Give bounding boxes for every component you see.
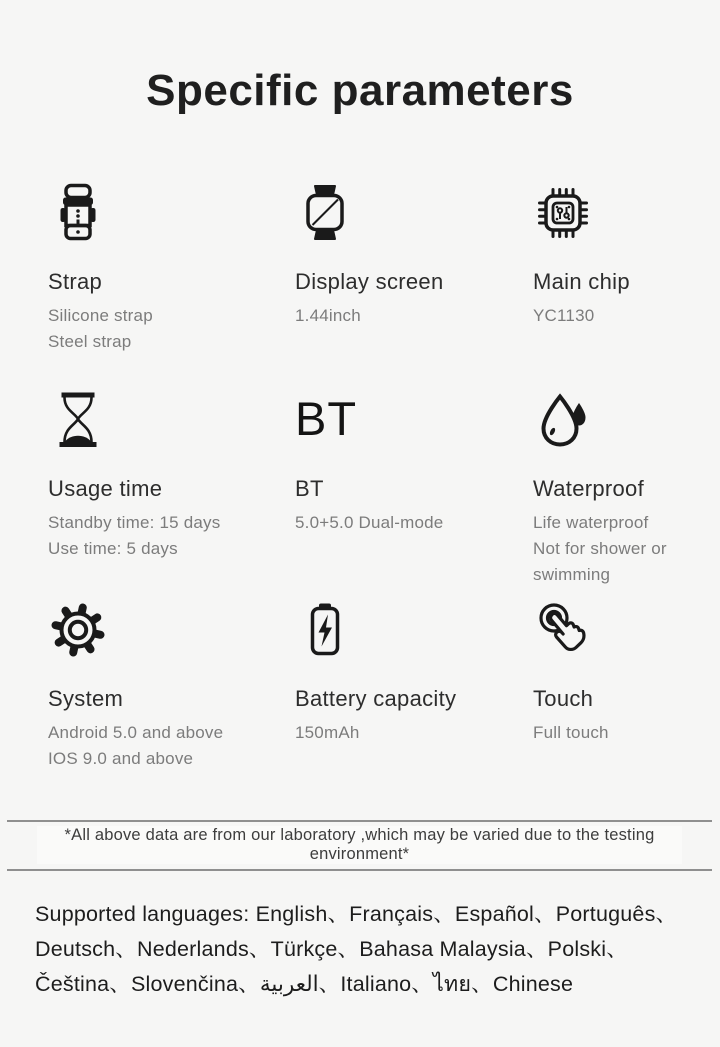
spec-strap	[48, 183, 295, 390]
spec-detail: Full touch	[533, 723, 609, 742]
spec-detail: Life waterproof	[533, 513, 649, 532]
spec-details	[295, 303, 533, 329]
watch-strap-icon	[48, 183, 295, 247]
hourglass-icon	[48, 390, 295, 454]
spec-details	[48, 720, 295, 772]
lab-disclaimer	[7, 820, 712, 871]
watch-display-icon	[295, 183, 533, 247]
spec-touch	[533, 600, 720, 772]
spec-details	[533, 720, 720, 746]
spec-display-screen	[295, 183, 533, 390]
spec-detail: 150mAh	[295, 723, 360, 742]
spec-detail: Use time: 5 days	[48, 539, 178, 558]
spec-detail: Standby time: 15 days	[48, 513, 221, 532]
waterdrop-icon	[533, 390, 720, 454]
spec-detail: IOS 9.0 and above	[48, 749, 194, 768]
bt-letters-icon: BT	[295, 392, 358, 445]
spec-waterproof	[533, 390, 720, 600]
spec-label: System	[48, 686, 124, 711]
spec-detail: Android 5.0 and above	[48, 723, 224, 742]
spec-details	[295, 720, 533, 746]
spec-detail: 5.0+5.0 Dual-mode	[295, 513, 444, 532]
spec-details	[48, 303, 295, 355]
spec-detail: Silicone strap	[48, 306, 153, 325]
spec-main-chip	[533, 183, 720, 390]
spec-usage-time	[48, 390, 295, 600]
spec-detail: YC1130	[533, 306, 595, 325]
spec-grid	[48, 183, 720, 772]
page-title: Specific parameters	[146, 66, 574, 115]
lab-disclaimer-text: *All above data are from our laboratory ,which may be varied due to the testing environment*	[37, 826, 682, 864]
spec-details	[295, 510, 533, 536]
spec-details	[533, 303, 720, 329]
spec-label: Strap	[48, 269, 103, 294]
spec-label: Usage time	[48, 476, 163, 501]
spec-details	[533, 510, 720, 588]
spec-system	[48, 600, 295, 772]
spec-battery-capacity	[295, 600, 533, 772]
gear-icon	[48, 600, 295, 664]
spec-label: Battery capacity	[295, 686, 457, 711]
spec-bt	[295, 390, 533, 600]
spec-label: Main chip	[533, 269, 630, 294]
spec-label: Touch	[533, 686, 594, 711]
main-chip-icon	[533, 183, 720, 247]
spec-detail: Steel strap	[48, 332, 132, 351]
spec-label: Display screen	[295, 269, 444, 294]
spec-details	[48, 510, 295, 562]
spec-label: Waterproof	[533, 476, 645, 501]
supported-languages: Supported languages: English、Français、Español、Português、Deutsch、Nederlands、Türkçe、Bahasa Malaysia、Polski、Čeština、Slovenčina、العربية、Italiano、ไทย、Chinese	[35, 902, 678, 996]
touch-icon	[533, 600, 720, 664]
spec-detail: Not for shower or swimming	[533, 539, 667, 584]
spec-detail: 1.44inch	[295, 306, 361, 325]
battery-icon	[295, 600, 533, 664]
spec-label: BT	[295, 476, 324, 501]
